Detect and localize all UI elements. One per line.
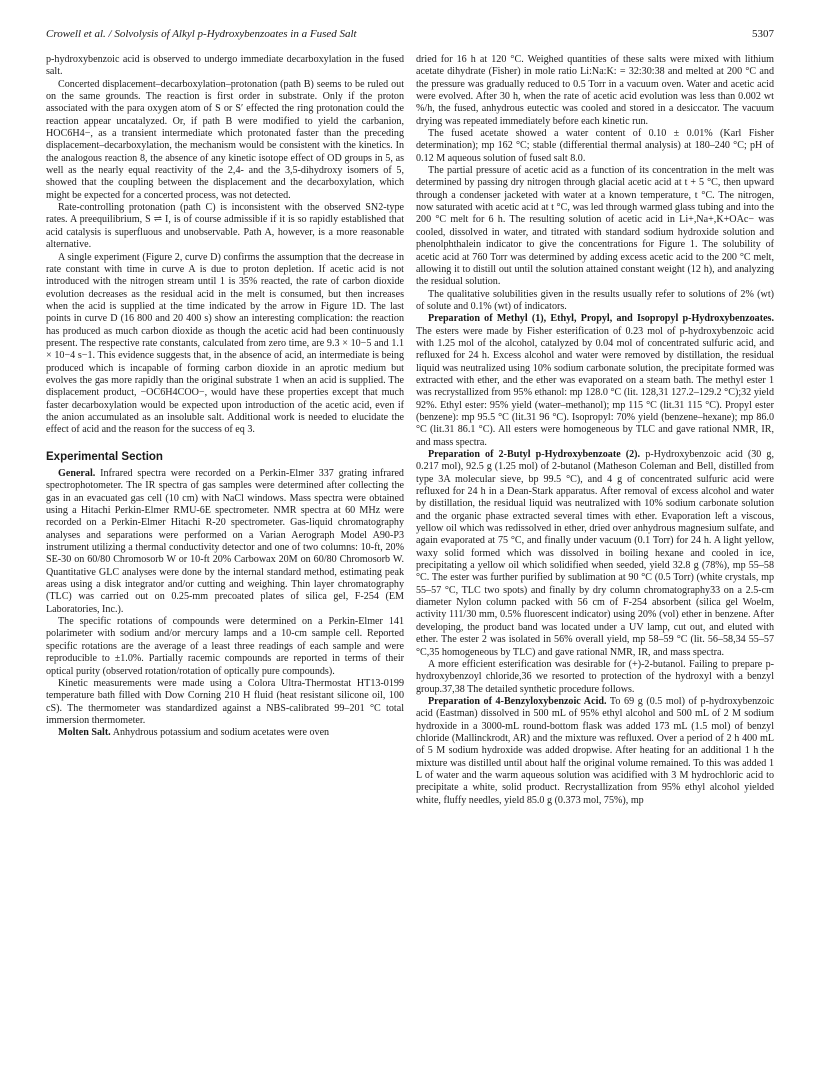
page-number: 5307 [752,28,774,40]
paragraph: dried for 16 h at 120 °C. Weighed quantities of these salts were mixed with lithium acetate dihydrate (Fisher) in mole ratio Li:Na:K: = 32:30:38 and melted at 200 °C and the pressure was gradually reduced to 0.5 Torr in a vacuum oven. Water and acetic acid were evolved. After 30 h, when the rate of acetic acid evolution was less than 0.002 wt %/h, the fused, anhydrous eutectic was cooled and stored in a desiccator. The vacuum drying was repeated immediately before each kinetic run. [416,54,774,127]
paragraph [46,468,404,616]
paragraph: Concerted displacement–decarboxylation–protonation (path B) seems to be ruled out on the same grounds. The reaction is first order in substrate. Only if the proton associated with the para oxygen atom of S or S′ effected the ring protonation could the reaction appear uncatalyzed. Or, if path B were modified to yield the carbanion, HOC6H4−, as a transient intermediate which protonated faster than the preceding displacement–decarboxylation, the mechanism would be consistent with the kinetics. In the analogous reaction 8, the absence of any kinetic isotope effect of OD groups in 5, as well as the nearly equal reactivity of the 2,4- and the 3,5-dihydroxy isomers of 5, showed that the coupling between the displacement and the decarboxylation, which might be expected for a concerted process, was not detected. [46,78,404,201]
paragraph: p-hydroxybenzoic acid is observed to undergo immediate decarboxylation in the fused salt. [46,54,404,78]
paragraph-text: Infrared spectra were recorded on a Perkin-Elmer 337 grating infrared spectrophotometer. The IR spectra of gas samples were determined after collecting the gas in an evacuated gas cell (10 cm) with NaCl windows. Mass spectra were obtained using a Hitachi Perkin-Elmer RMU-6E spectrometer. NMR spectra at 60 MHz were recorded on a Perkin-Elmer Hitachi R-20 spectrometer. Gas-liquid chromatography analyses and separations were performed on a Varian Aerograph Model A90-P3 instrument utilizing a thermal conductivity detector and one of two columns: 10-ft, 20% SE-30 on 60/80 Chromosorb W or 10-ft 20% Carbowax 20M on 60/80 Chromosorb W. Quantitative GLC analyses were done by the internal standard method, estimating peak areas using a disk integrator and/or cutting and weighing. Thin layer chromatography (TLC) was carried out on 0.25-mm precoated plates of silica gel, F-254 (EM Laboratories, Inc.). [46,468,404,615]
paragraph-text: To 69 g (0.5 mol) of p-hydroxybenzoic acid (Eastman) dissolved in 500 mL of 95% ethyl alcohol and 500 mL of 2 M sodium hydroxide in a 3000-mL round-bottom flask was added 173 mL (1.5 mol) of benzyl chloride (Mallinckrodt, AR) and the mixture was refluxed. Over a period of 2 h 400 mL of 5 M sodium hydroxide was added dropwise. After heating for an additional 1 h the mixture was distilled until about half the original volume remained. To this was added 1 L of water and the warm aqueous solution was acidified with 3 M hydrochloric acid to precipitate a white, solid product. Recrystallization from 95% ethyl alcohol yielded white, fluffy needles, yield 85.0 g (0.373 mol, 75%), mp [416,695,774,806]
paragraph: Rate-controlling protonation (path C) is inconsistent with the observed SN2-type rates. A preequilibrium, S ⇌ I, is of course admissible if it is so rapidly established that acid catalysis is superfluous and unobservable. Path A, however, is a more reasonable alternative. [46,202,404,251]
paragraph [416,449,774,659]
section-heading: Experimental Section [46,450,163,463]
running-title: Crowell et al. / Solvolysis of Alkyl p-Hydroxybenzoates in a Fused Salt [46,28,357,40]
paragraph-text: Anhydrous potassium and sodium acetates were oven [112,727,330,739]
paragraph: The fused acetate showed a water content of 0.10 ± 0.01% (Karl Fisher determination); mp 162 °C; stable (differential thermal analysis) at 180–240 °C; pH of 0.12 M aqueous solution of fused salt 8.0. [416,128,774,164]
paragraph [416,313,774,449]
runin-heading: Preparation of Methyl (1), Ethyl, Propyl, and Isopropyl p-Hydroxybenzoates. [428,313,774,325]
right-column [416,54,774,1048]
paragraph: The partial pressure of acetic acid as a function of its concentration in the melt was determined by passing dry nitrogen through glacial acetic acid at t + 5 °C, then upward through a condenser jacketed with water at a known temperature, t °C. The nitrogen, now saturated with acetic acid at t °C, was led through warmed glass tubing and into the 200 °C melt for 6 h. The resulting solution of acetic acid in Li+,Na+,K+OAc− was cooled, dissolved in water, and titrated with standard sodium hydroxide solution and phenolphthalein indicator to give the concentrations for Figure 1. The solubility of acetic acid at 760 Torr was determined by adding excess acetic acid to the 200 °C melt, allowing it to distill out until the solution attained constant weight (12 h), and analyzing the residual solution. [416,165,774,288]
paragraph: A more efficient esterification was desirable for (+)-2-butanol. Failing to prepare p-hydroxybenzoyl chloride,36 we resorted to protection of the hydroxyl with a benzyl group.37,38 The detailed synthetic procedure follows. [416,658,774,695]
left-column [46,54,404,1048]
paragraph-text: The esters were made by Fisher esterification of 0.23 mol of p-hydroxybenzoic acid with 1.25 mol of the alcohol, catalyzed by 0.04 mol of concentrated sulfuric acid, and refluxed for 24 h. Excess alcohol and water were removed by distillation, the residual liquid was neutralized using 10% sodium carbonate solution, the precipitate formed was extracted with ether, and the ether was evaporated on a steam bath. The methyl ester 1 was recrystallized from 95% ethanol: mp 128.0 °C (lit. 128,31 127.2–129.2 °C);32 yield 92%. Ethyl ester: 95% yield (water–methanol); mp 115 °C (lit.31 115 °C). Propyl ester (benzene): mp 95.5 °C (lit.31 96 °C). Isopropyl: 70% yield (benzene–hexane); mp 86.0 °C (lit.31 86.1 °C). All esters were homogeneous by TLC and gave rational NMR, IR, and mass spectra. [416,325,774,448]
two-column-body [46,54,774,1048]
page-header [46,28,774,46]
runin-heading: Molten Salt. [58,727,111,739]
paragraph [46,727,404,739]
paragraph: Kinetic measurements were made using a Colora Ultra-Thermostat HT13-0199 temperature bath filled with Dow Corning 210 H fluid (heat resistant silicone oil, 100 cS). The thermometer was standardized against a NBS-calibrated 99–201 °C total immersion thermometer. [46,677,404,726]
journal-page [46,28,774,1048]
runin-heading: Preparation of 2-Butyl p-Hydroxybenzoate (2). [428,449,641,460]
runin-heading: Preparation of 4-Benzyloxybenzoic Acid. [428,695,607,707]
paragraph [416,696,774,807]
paragraph: A single experiment (Figure 2, curve D) confirms the assumption that the decrease in rate constant with time in curve A is due to proton depletion. If acetic acid is not introduced with the nitrogen stream until 1 is 35% reacted, the rate of carbon dioxide evolution decreases as the residual acid in the melt is consumed, but then increases when the acid is supplied at the time indicated by the arrow in Figure 1D. The last points in curve D (16 800 and 20 400 s) show an interesting complication: the reaction has produced as much carbon dioxide as though the acetic acid had been continuously present. The respective rate constants, calculated from zero time, are 9.3 × 10−5 and 1.1 × 10−4 s−1. This evidence suggests that, in the absence of acid, an intermediate is being produced which is incapable of forming carbon dioxide in an aprotic medium but evolves the gas more rapidly than the original substrate 1 when an acid is supplied. The displacement product, −OC6H4COO−, would have these properties except that much faster decarboxylation would be expected upon introduction of the acetic acid, even if the anion accumulated as an insoluble salt. Additional work is needed to elucidate the effect of acid and the reason for the success of eq 3. [46,251,404,436]
runin-heading: General. [58,468,96,479]
paragraph: The specific rotations of compounds were determined on a Perkin-Elmer 141 polarimeter with sodium and/or mercury lamps and a 10-cm sample cell. Reported specific rotations are the average of a least three readings of each sample and were reproducible to ±1.0%. Partially racemic compounds are reported in terms of their optical purity (observed rotation/rotation of optically pure compounds). [46,616,404,677]
paragraph-text: p-Hydroxybenzoic acid (30 g, 0.217 mol), 92.5 g (1.25 mol) of 2-butanol (Matheson Coleman and Bell, distilled from type 3A molecular sieve, bp 99.5 °C), and 4 g of concentrated sulfuric acid were refluxed for 24 h in a Dean-Stark apparatus. After removal of excess alcohol and water by distillation, the residual liquid was neutralized with 10% sodium carbonate solution and the organic phase extracted several times with ether. Evaporation left a viscous, yellow oil which was redissolved in ether, dried over anhydrous magnesium sulfate, and again evaporated at 75 °C, and finally under vacuum (0.1 Torr) for 24 h. A light yellow, waxy solid formed which was dissolved in boiling hexane and cooled in ice, precipitating a yellow oil which solidified when seeded, yield 32.8 g (78%), mp 55–58 °C. The ester was further purified by sublimation at 90 °C (0.5 Torr) (white crystals, mp 55–57 °C, TLC two spots) and finally by dry column chromatography33 on a 2.5-cm diameter Nylon column packed with 56 cm of F-254 absorbent (silica gel Woelm, activity 111/30 mm, 0.5% fluorescent indicator) using 20% (vol) ether in benzene. After developing, the product band was located under a UV lamp, cut out, and eluted with ether. The ester 2 was isolated in 56% overall yield, mp 58–59 °C (lit. 56–58,34 55–57 °C,35 homogeneous by TLC) and gave rational NMR, IR, and mass spectra. [416,449,774,658]
paragraph: The qualitative solubilities given in the results usually refer to solutions of 2% (wt) of solute and 0.1% (wt) of indicators. [416,288,774,312]
